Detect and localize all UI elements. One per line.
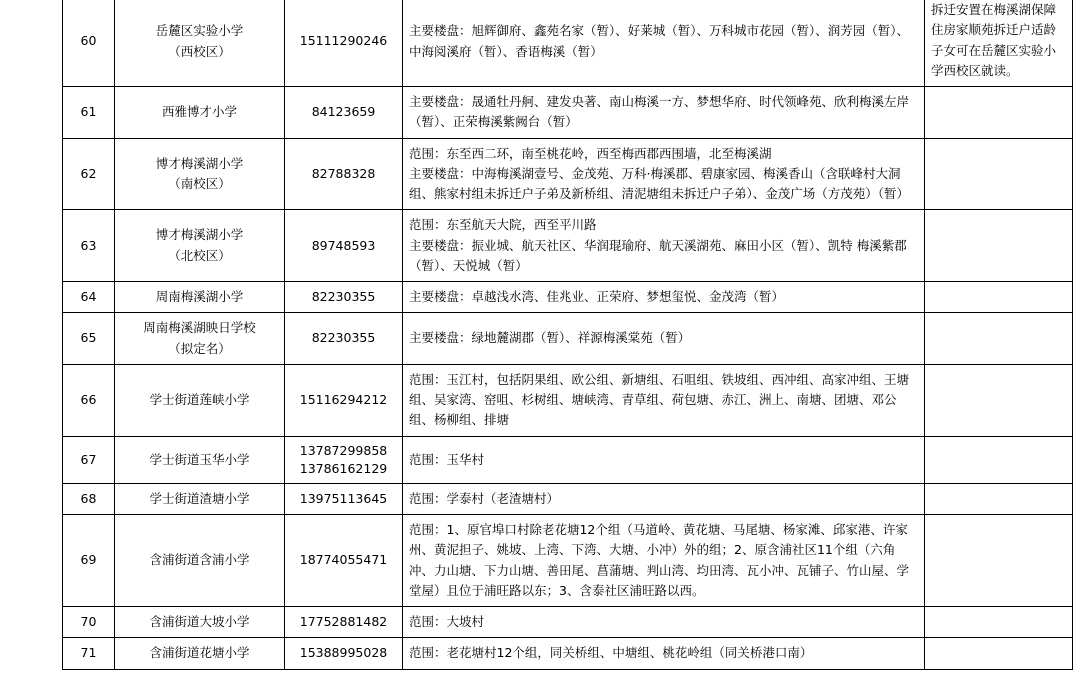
phone-line: 15116294212 (299, 392, 388, 408)
table-row (63, 313, 1073, 365)
contact-phone (285, 364, 403, 436)
contact-phone (285, 515, 403, 607)
contact-phone (285, 436, 403, 483)
phone-line: 15388995028 (299, 645, 388, 661)
school-name-line: 周南梅溪湖映日学校 (143, 320, 256, 336)
remark (925, 436, 1073, 483)
remark (925, 483, 1073, 514)
table-row (63, 638, 1073, 669)
phone-line: 13975113645 (299, 490, 388, 506)
school-name-line: （拟定名） (168, 340, 231, 356)
remark (925, 515, 1073, 607)
school-name-line: 学士街道玉华小学 (149, 451, 250, 467)
school-name (115, 210, 285, 282)
phone-line: 84123659 (311, 104, 376, 120)
school-name-line: 西雅博才小学 (161, 104, 237, 120)
phone-line: 89748593 (311, 237, 376, 253)
school-name (115, 515, 285, 607)
phone-line: 13786162129 (299, 460, 388, 476)
school-name-line: 学士街道莲峡小学 (149, 392, 250, 407)
remark (925, 87, 1073, 139)
school-name (115, 282, 285, 313)
row-number: 71 (63, 638, 115, 669)
remark (925, 138, 1073, 210)
contact-phone (285, 0, 403, 87)
phone-line: 13787299858 (299, 442, 388, 458)
remark (925, 638, 1073, 669)
school-name-line: （北校区） (168, 247, 231, 263)
row-number: 70 (63, 607, 115, 638)
remark (925, 607, 1073, 638)
school-name-line: 博才梅溪湖小学 (155, 155, 244, 171)
remark (925, 210, 1073, 282)
remark (925, 313, 1073, 365)
contact-phone (285, 282, 403, 313)
enrollment-scope: 范围：东至航天大院，西至平川路 主要楼盘：振业城、航天社区、华润琨瑜府、航天溪湖苑、麻田小区（暂）、凯特 梅溪紫郡（暂）、天悦城（暂） (403, 210, 925, 282)
remark (925, 282, 1073, 313)
phone-line: 82230355 (311, 289, 376, 305)
enrollment-scope: 范围：学泰村（老渣塘村） (403, 483, 925, 514)
phone-line: 15111290246 (299, 33, 388, 49)
enrollment-scope: 主要楼盘：旭辉御府、鑫苑名家（暂）、好莱城（暂）、万科城市花园（暂）、润芳园（暂）、中海阅溪府（暂）、香语梅溪（暂） (403, 0, 925, 87)
enrollment-scope: 主要楼盘：绿地麓湖郡（暂）、祥源梅溪棠苑（暂） (403, 313, 925, 365)
contact-phone (285, 87, 403, 139)
row-number: 66 (63, 364, 115, 436)
enrollment-scope: 范围：老花塘村12个组，同关桥组、中塘组、桃花岭组（同关桥港口南） (403, 638, 925, 669)
school-name (115, 483, 285, 514)
phone-line: 18774055471 (299, 552, 388, 568)
table-row (63, 0, 1073, 87)
school-name-line: 岳麓区实验小学 (155, 23, 244, 39)
contact-phone (285, 483, 403, 514)
school-name (115, 138, 285, 210)
table-row (63, 364, 1073, 436)
row-number: 60 (63, 0, 115, 87)
table-row (63, 210, 1073, 282)
remark: 拆迁安置在梅溪湖保障住房家顺苑拆迁户适龄子女可在岳麓区实验小学西校区就读。 (925, 0, 1073, 87)
row-number: 64 (63, 282, 115, 313)
contact-phone (285, 638, 403, 669)
phone-line: 82230355 (311, 330, 376, 346)
school-name-line: 周南梅溪湖小学 (155, 289, 244, 304)
enrollment-scope: 范围：大坡村 (403, 607, 925, 638)
table-row (63, 607, 1073, 638)
phone-line: 82788328 (311, 165, 376, 181)
school-name (115, 607, 285, 638)
table-row (63, 515, 1073, 607)
contact-phone (285, 210, 403, 282)
school-name (115, 364, 285, 436)
row-number: 62 (63, 138, 115, 210)
school-name-line: （西校区） (168, 43, 231, 59)
school-name (115, 436, 285, 483)
school-name-line: 学士街道渣塘小学 (149, 490, 250, 506)
row-number: 61 (63, 87, 115, 139)
school-name-line: 含浦街道大坡小学 (149, 614, 250, 629)
contact-phone (285, 313, 403, 365)
row-number: 63 (63, 210, 115, 282)
school-name-line: 含浦街道花塘小学 (149, 645, 250, 661)
table-row (63, 138, 1073, 210)
contact-phone (285, 607, 403, 638)
school-name-line: 博才梅溪湖小学 (155, 227, 244, 243)
row-number: 65 (63, 313, 115, 365)
school-name (115, 0, 285, 87)
enrollment-scope: 范围：1、原官埠口村除老花塘12个组（马道岭、黄花塘、马尾塘、杨家滩、邱家港、许家州、黄泥担子、姚坡、上湾、下湾、大塘、小冲）外的组；2、原含浦社区11个组（六角冲、力山塘、下力山塘、善田尾、菖蒲塘、判山湾、均田湾、瓦小冲、瓦铺子、竹山屋、学堂屋）且位于浦旺路以东；3、含泰社区浦旺路以西。 (403, 515, 925, 607)
enrollment-scope: 主要楼盘：晟通牡丹舸、建发央著、南山梅溪一方、梦想华府、时代领峰苑、欣利梅溪左岸（暂）、正荣梅溪紫阙台（暂） (403, 87, 925, 139)
enrollment-scope: 主要楼盘：卓越浅水湾、佳兆业、正荣府、梦想玺悦、金茂湾（暂） (403, 282, 925, 313)
row-number: 67 (63, 436, 115, 483)
enrollment-scope: 范围：东至西二环，南至桃花岭，西至梅西郡西围墙，北至梅溪湖 主要楼盘：中海梅溪湖壹号、金茂苑、万科·梅溪郡、碧康家园、梅溪香山（含联峰村大洞组、熊家村组未拆迁户子弟及新桥组、清泥塘组未拆迁户子弟）、金茂广场（方茂苑）（暂） (403, 138, 925, 210)
remark (925, 364, 1073, 436)
row-number: 69 (63, 515, 115, 607)
enrollment-scope: 范围：玉华村 (403, 436, 925, 483)
phone-line: 17752881482 (299, 614, 388, 630)
table-row (63, 282, 1073, 313)
table-row (63, 436, 1073, 483)
school-name (115, 313, 285, 365)
school-enrollment-table (62, 0, 1073, 670)
school-name-line: （南校区） (168, 175, 231, 191)
contact-phone (285, 138, 403, 210)
row-number: 68 (63, 483, 115, 514)
table-row (63, 483, 1073, 514)
school-name (115, 638, 285, 669)
school-name-line: 含浦街道含浦小学 (149, 552, 250, 568)
enrollment-scope: 范围：玉江村，包括阴果组、欧公组、新塘组、石咀组、铁坡组、西冲组、高家冲组、王塘组、吴家湾、窑咀、杉树组、塘峡湾、青草组、荷包塘、赤江、洲上、南塘、团塘、邓公组、杨柳组、排塘 (403, 364, 925, 436)
table-row (63, 87, 1073, 139)
school-name (115, 87, 285, 139)
table-body (63, 0, 1073, 669)
